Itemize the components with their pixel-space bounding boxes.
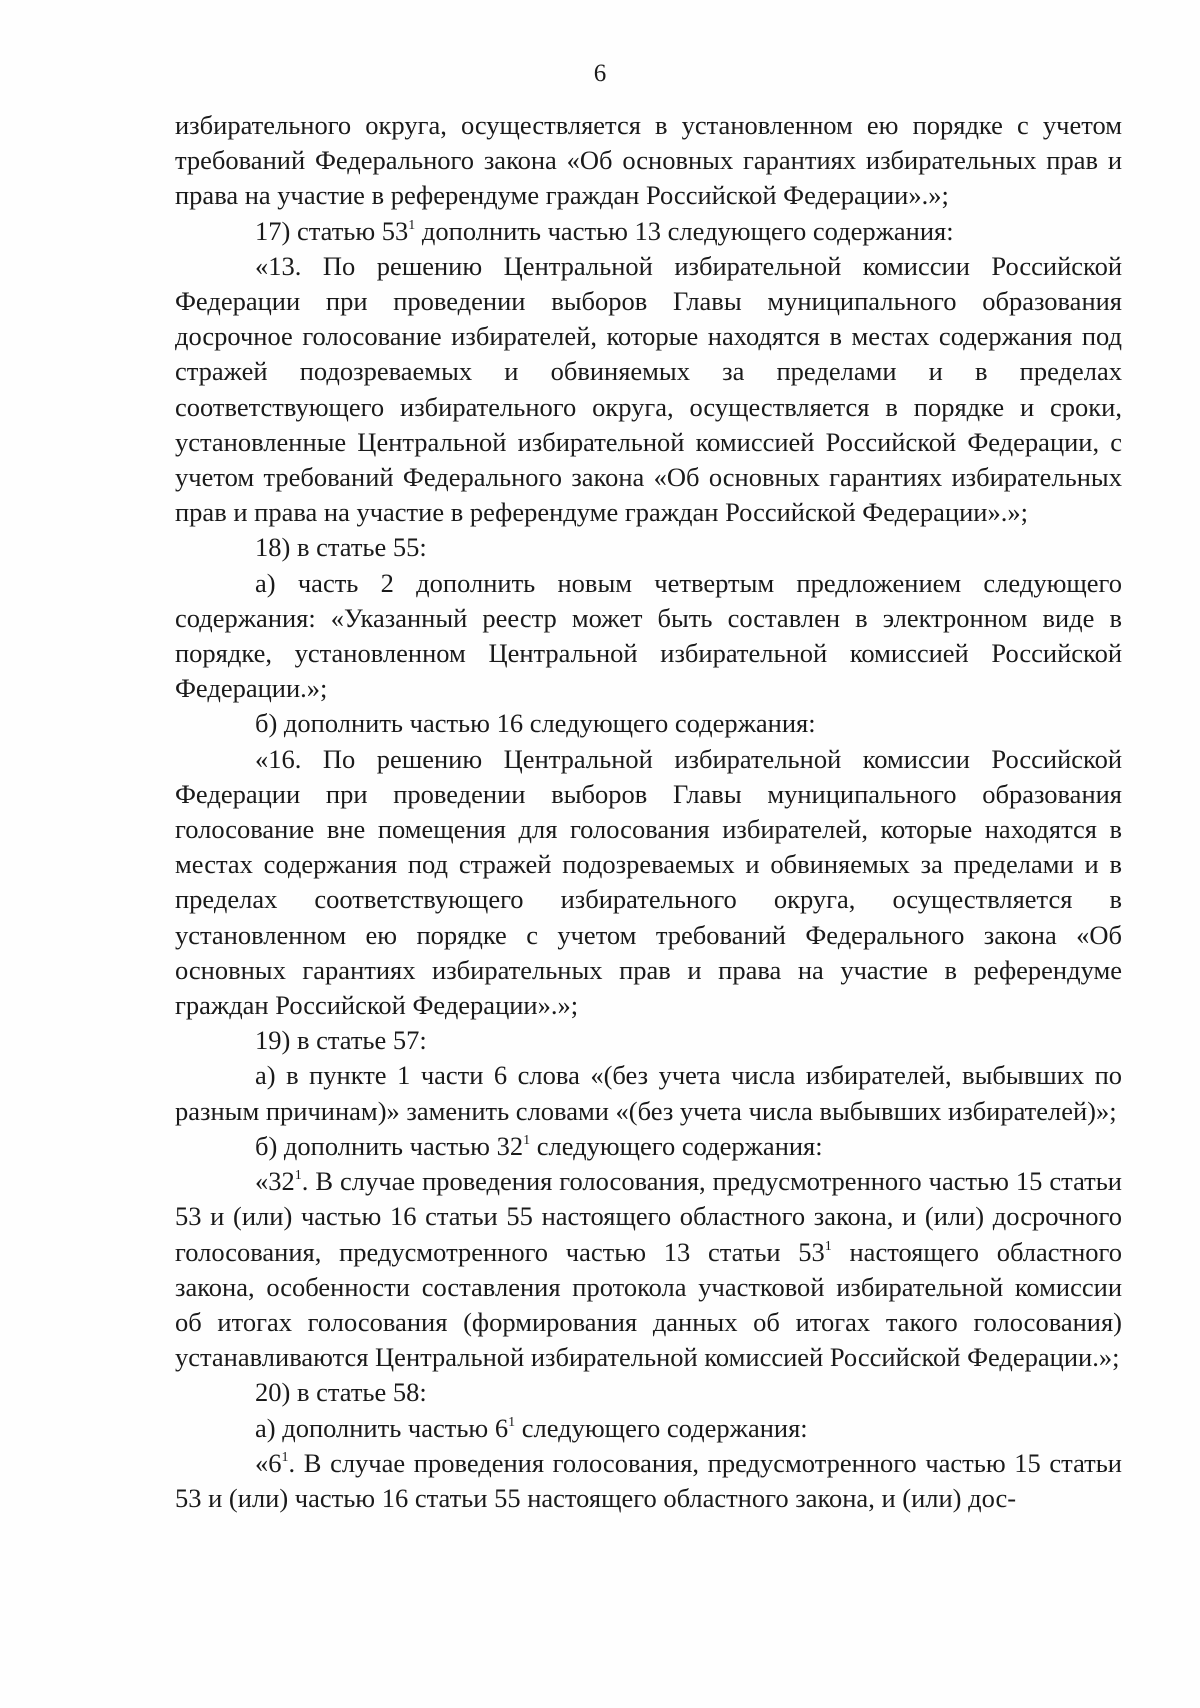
paragraph: 17) статью $53^1$ дополнить частью 13 следующего содержания: [255,215,954,246]
paragraph: а) дополнить частью $6^1$ следующего содержания: [255,1412,808,1443]
paragraph: «13. По решению Центральной избирательной комиссии Российской Федерации при проведении выборов Главы муниципального образования досрочное голосование избирателей, которые находятся в местах содержания под стражей подозреваемых и обвиняемых за пределами и в пределах соответствующего избирательного округа, осуществляется в порядке и сроки, установленные Центральной избирательной комиссией Российской Федерации, с учетом требований Федерального закона «Об основных гарантиях избирательных прав и права на участие в референдуме граждан Российской Федерации».»; [175,250,1122,528]
paragraph: б) дополнить частью 16 следующего содержания: [255,708,816,739]
paragraph: «16. По решению Центральной избирательной комиссии Российской Федерации при проведении выборов Главы муниципального образования голосование вне помещения для голосования избирателей, которые находятся в местах содержания под стражей подозреваемых и обвиняемых за пределами и в пределах соответствующего избирательного округа, осуществляется в установленном ею порядке с учетом требований Федерального закона «Об основных гарантиях избирательных прав и права на участие в референдуме граждан Российской Федерации».»; [175,743,1122,1021]
paragraph: 18) в статье 55: [255,532,427,563]
page-number: 6 [593,60,607,87]
paragraph: «$32^1$. В случае проведения голосования, предусмотренного частью 15 статьи 53 и (или) частью 16 статьи 55 настоящего областного закона, и (или) досрочного голосования, предусмотренного частью 13 статьи $53^1$ настоящего областного закона, особенности составления протокола участковой избирательной комиссии об итогах голосования (формирования данных об итогах такого голосования) устанавливаются Центральной избирательной комиссией Российской Федерации.»; [175,1166,1122,1373]
paragraph: а) в пункте 1 части 6 слова «(без учета числа избирателей, выбывших по разным причинам)» заменить словами «(без учета числа выбывших избирателей)»; [175,1060,1122,1126]
paragraph: «$6^1$. В случае проведения голосования, предусмотренного частью 15 статьи 53 и (или) частью 16 статьи 55 настоящего областного закона, и (или) дос- [175,1447,1122,1513]
document-body [175,108,1122,1516]
paragraph: б) дополнить частью $32^1$ следующего содержания: [255,1130,823,1161]
paragraph: 19) в статье 57: [255,1025,427,1056]
paragraph: а) часть 2 дополнить новым четвертым предложением следующего содержания: «Указанный реестр может быть составлен в электронном виде в порядке, установленном Центральной избирательной комиссией Российской Федерации.»; [175,567,1122,704]
paragraph: избирательного округа, осуществляется в установленном ею порядке с учетом требований Федерального закона «Об основных гарантиях избирательных прав и права на участие в референдуме граждан Российской Федерации».»; [175,110,1122,211]
paragraph: 20) в статье 58: [255,1377,427,1408]
